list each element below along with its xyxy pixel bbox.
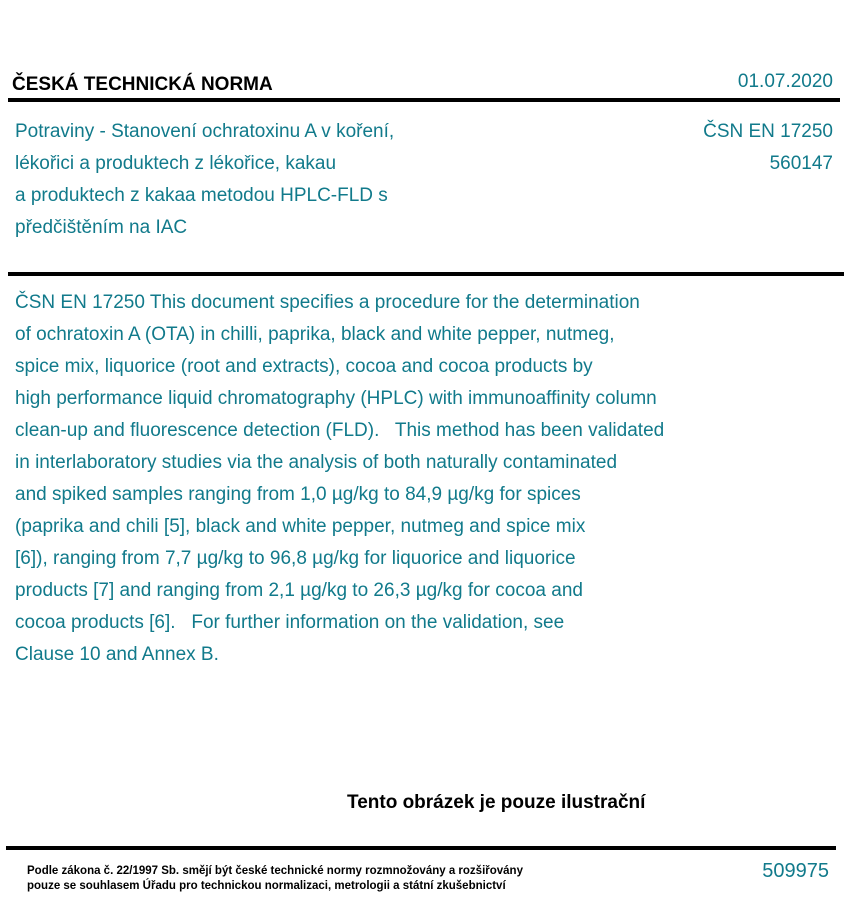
standard-title-line: a produktech z kakaa metodou HPLC-FLD s (15, 185, 388, 206)
illustration-note: Tento obrázek je pouze ilustrační (347, 792, 646, 813)
class-number: 560147 (769, 153, 833, 174)
legal-notice-line: pouze se souhlasem Úřadu pro technickou normalizaci, metrologii a státní zkušebnictví (27, 880, 506, 892)
standard-codes (703, 116, 833, 180)
legal-notice-line: Podle zákona č. 22/1997 Sb. smějí být české technické normy rozmnožovány a rozšiřovány (27, 865, 523, 877)
abstract-line: Clause 10 and Annex B. (15, 644, 219, 665)
standard-code: ČSN EN 17250 (703, 121, 833, 142)
abstract-line: in interlaboratory studies via the analysis of both naturally contaminated (15, 452, 618, 473)
abstract-line: cocoa products [6]. For further information on the validation, see (15, 612, 565, 633)
legal-notice (27, 864, 523, 894)
abstract-line: ČSN EN 17250 This document specifies a procedure for the determination (15, 292, 640, 313)
abstract-line: spice mix, liquorice (root and extracts), cocoa and cocoa products by (15, 356, 593, 377)
abstract-line: products [7] and ranging from 2,1 µg/kg to 26,3 µg/kg for cocoa and (15, 580, 583, 601)
standard-title-line: lékořici a produktech z lékořice, kakau (15, 153, 337, 174)
abstract-line: (paprika and chili [5], black and white pepper, nutmeg and spice mix (15, 516, 586, 537)
abstract-line: and spiked samples ranging from 1,0 µg/kg to 84,9 µg/kg for spices (15, 484, 581, 505)
norm-title: ČESKÁ TECHNICKÁ NORMA (12, 74, 273, 95)
header-divider (8, 98, 840, 102)
footer-divider (6, 846, 836, 850)
abstract (15, 287, 775, 671)
abstract-line: high performance liquid chromatography (HPLC) with immunoaffinity column (15, 388, 657, 409)
title-divider (8, 272, 844, 276)
standard-title-line: Potraviny - Stanovení ochratoxinu A v koření, (15, 121, 395, 142)
standard-title (15, 116, 515, 244)
publication-date: 01.07.2020 (737, 71, 833, 92)
document-id: 509975 (762, 860, 829, 882)
abstract-line: [6]), ranging from 7,7 µg/kg to 96,8 µg/kg for liquorice and liquorice (15, 548, 576, 569)
abstract-line: clean-up and fluorescence detection (FLD). This method has been validated (15, 420, 665, 441)
abstract-line: of ochratoxin A (OTA) in chilli, paprika, black and white pepper, nutmeg, (15, 324, 615, 345)
standard-title-line: předčištěním na IAC (15, 217, 188, 238)
